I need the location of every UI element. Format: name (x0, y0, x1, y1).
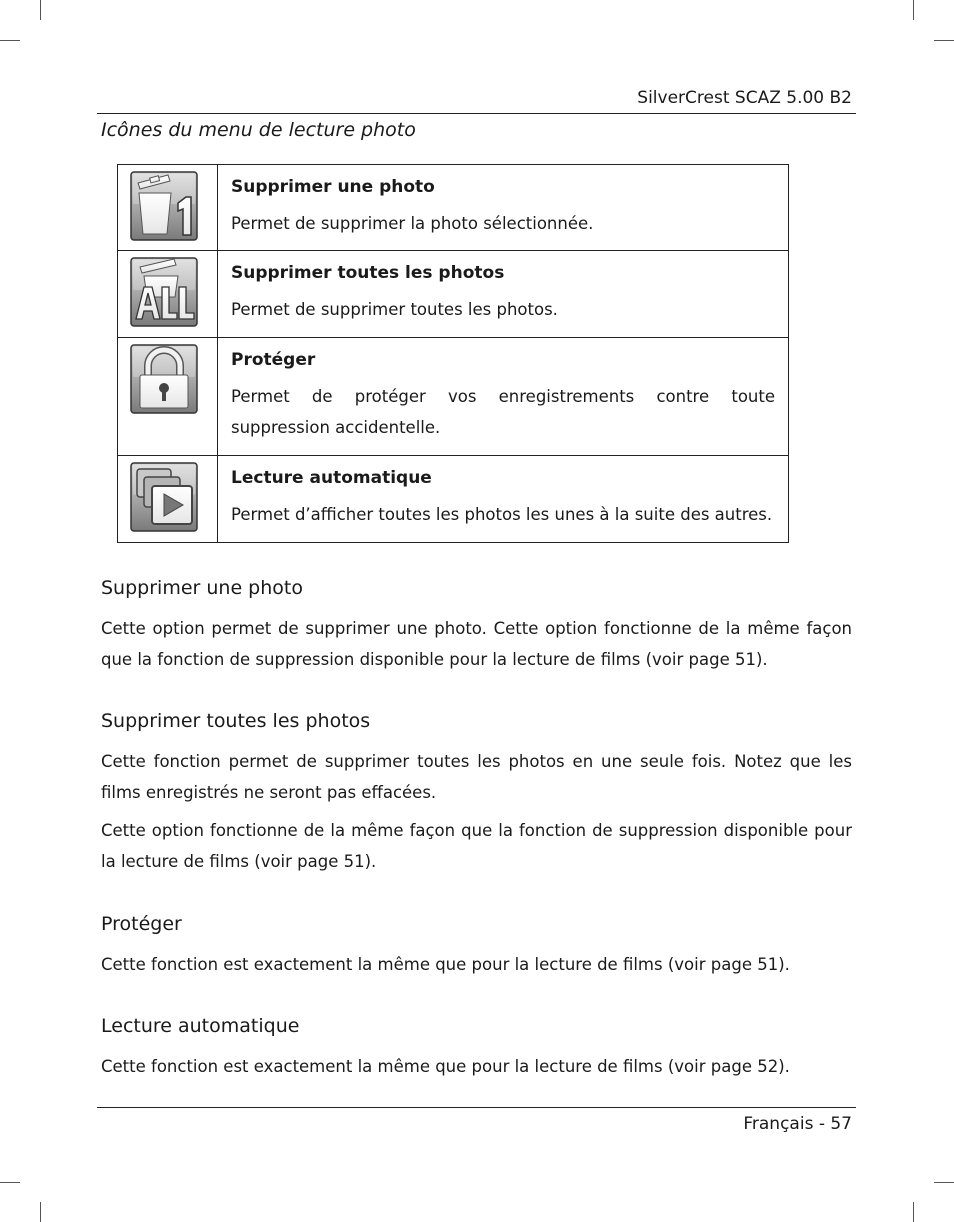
page-header-product: SilverCrest SCAZ 5.00 B2 (637, 88, 852, 108)
text-cell (218, 456, 789, 543)
text-cell (218, 165, 789, 251)
section-delete-one (101, 575, 852, 675)
crop-mark (934, 1182, 954, 1183)
section-paragraph: Cette fonction est exactement la même que pour la lecture de films (voir page 51). (101, 955, 790, 974)
row-description: Permet de supprimer toutes les photos. (231, 300, 558, 319)
row-description: Permet de supprimer la photo sélectionnée. (231, 214, 594, 233)
icon-table (117, 164, 789, 543)
crop-mark (913, 0, 914, 20)
section-delete-all (101, 708, 852, 877)
icon-cell (118, 338, 218, 456)
section-heading: Lecture automatique (101, 1015, 300, 1037)
section-autoplay (101, 1013, 852, 1082)
section-paragraph: Cette option fonctionne de la même façon que la fonction de suppression disponible pour la lecture de films (voir page 51). (101, 821, 852, 871)
crop-mark (913, 1202, 914, 1222)
text-cell (218, 251, 789, 338)
header-divider (97, 113, 856, 114)
table-row (118, 251, 789, 338)
section-paragraph: Cette fonction est exactement la même que pour la lecture de films (voir page 52). (101, 1057, 790, 1076)
table-row (118, 165, 789, 251)
section-paragraph: Cette option permet de supprimer une photo. Cette option fonctionne de la même façon que la fonction de suppression disponible pour la lecture de films (voir page 51). (101, 619, 852, 669)
text-cell (218, 338, 789, 456)
trash-all-icon (130, 257, 198, 327)
row-title: Supprimer toutes les photos (231, 263, 505, 283)
crop-mark (934, 40, 954, 41)
row-title: Supprimer une photo (231, 177, 435, 197)
row-title: Lecture automatique (231, 468, 432, 488)
footer-divider (97, 1107, 856, 1108)
crop-mark (40, 0, 41, 20)
padlock-icon (130, 344, 198, 414)
page-footer-number: Français - 57 (743, 1114, 852, 1134)
icon-cell (118, 165, 218, 251)
section-paragraph: Cette fonction permet de supprimer toutes les photos en une seule fois. Notez que les films enregistrés ne seront pas effacées. (101, 752, 852, 802)
slideshow-play-icon (130, 462, 198, 532)
trash-one-icon (130, 171, 198, 241)
crop-mark (0, 1182, 20, 1183)
table-row (118, 338, 789, 456)
section-heading: Supprimer toutes les photos (101, 710, 371, 732)
row-title: Protéger (231, 350, 316, 370)
crop-mark (0, 40, 20, 41)
section-protect (101, 911, 852, 980)
table-row (118, 456, 789, 543)
row-description: Permet de protéger vos enregistrements contre toute suppression accidentelle. (231, 387, 775, 437)
row-description: Permet d’afficher toutes les photos les unes à la suite des autres. (231, 505, 773, 524)
icon-cell (118, 456, 218, 543)
page-subtitle: Icônes du menu de lecture photo (101, 119, 416, 141)
crop-mark (40, 1202, 41, 1222)
icon-cell (118, 251, 218, 338)
section-heading: Supprimer une photo (101, 577, 303, 599)
section-heading: Protéger (101, 913, 182, 935)
